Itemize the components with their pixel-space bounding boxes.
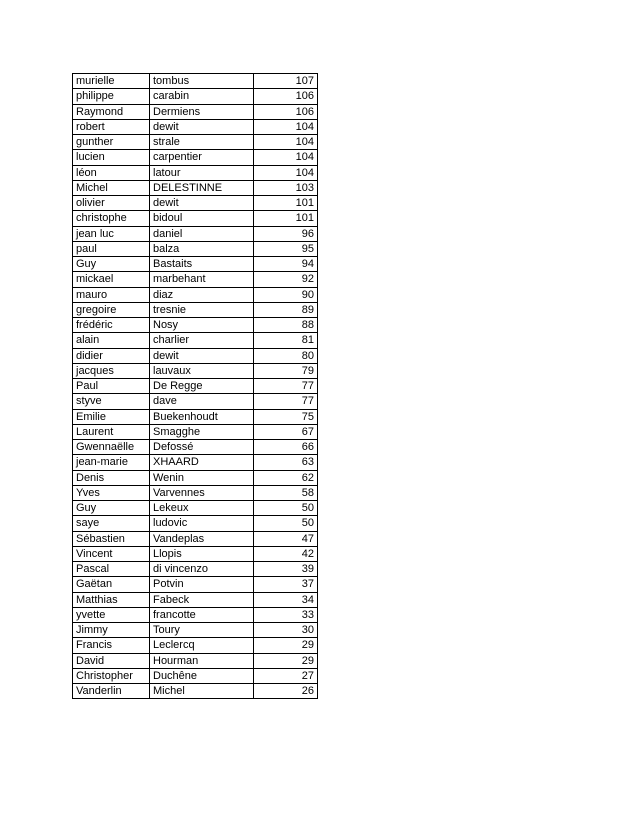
table-row [73,379,318,394]
first-name-cell: léon [73,165,150,180]
table-row [73,470,318,485]
score-cell: 42 [254,546,318,561]
last-name-cell: Toury [150,623,254,638]
table-row [73,668,318,683]
last-name-cell: carpentier [150,150,254,165]
last-name-cell: Llopis [150,546,254,561]
first-name-cell: styve [73,394,150,409]
score-cell: 104 [254,135,318,150]
first-name-cell: jacques [73,363,150,378]
score-cell: 96 [254,226,318,241]
first-name-cell: Emilie [73,409,150,424]
table-row [73,89,318,104]
table-row [73,150,318,165]
table-row [73,440,318,455]
score-cell: 58 [254,485,318,500]
last-name-cell: Hourman [150,653,254,668]
first-name-cell: Vincent [73,546,150,561]
first-name-cell: Christopher [73,668,150,683]
first-name-cell: Yves [73,485,150,500]
table-row [73,119,318,134]
table-row [73,653,318,668]
score-cell: 106 [254,104,318,119]
score-cell: 88 [254,318,318,333]
table-row [73,394,318,409]
first-name-cell: didier [73,348,150,363]
table-row [73,211,318,226]
score-cell: 62 [254,470,318,485]
table-row [73,287,318,302]
first-name-cell: yvette [73,607,150,622]
first-name-cell: gunther [73,135,150,150]
table-row [73,455,318,470]
first-name-cell: Denis [73,470,150,485]
table-row [73,241,318,256]
score-cell: 90 [254,287,318,302]
score-cell: 77 [254,394,318,409]
last-name-cell: De Regge [150,379,254,394]
table-row [73,226,318,241]
score-cell: 47 [254,531,318,546]
table-row [73,562,318,577]
table-row [73,135,318,150]
first-name-cell: Laurent [73,424,150,439]
first-name-cell: Michel [73,180,150,195]
last-name-cell: Fabeck [150,592,254,607]
table-row [73,180,318,195]
last-name-cell: Duchêne [150,668,254,683]
last-name-cell: Nosy [150,318,254,333]
last-name-cell: tombus [150,74,254,89]
score-cell: 77 [254,379,318,394]
table-row [73,592,318,607]
score-cell: 63 [254,455,318,470]
last-name-cell: Michel [150,684,254,699]
last-name-cell: bidoul [150,211,254,226]
table-row [73,546,318,561]
first-name-cell: jean luc [73,226,150,241]
score-cell: 80 [254,348,318,363]
table-row [73,363,318,378]
last-name-cell: daniel [150,226,254,241]
last-name-cell: diaz [150,287,254,302]
table-row [73,302,318,317]
table-row [73,638,318,653]
table-row [73,196,318,211]
first-name-cell: Vanderlin [73,684,150,699]
table-row [73,74,318,89]
score-cell: 101 [254,211,318,226]
last-name-cell: charlier [150,333,254,348]
score-cell: 101 [254,196,318,211]
first-name-cell: saye [73,516,150,531]
table-row [73,623,318,638]
score-cell: 37 [254,577,318,592]
last-name-cell: tresnie [150,302,254,317]
first-name-cell: Francis [73,638,150,653]
table-row [73,684,318,699]
first-name-cell: Gaëtan [73,577,150,592]
last-name-cell: Smagghe [150,424,254,439]
score-cell: 75 [254,409,318,424]
last-name-cell: lauvaux [150,363,254,378]
table-row [73,165,318,180]
first-name-cell: philippe [73,89,150,104]
last-name-cell: carabin [150,89,254,104]
score-cell: 81 [254,333,318,348]
table-row [73,424,318,439]
last-name-cell: Buekenhoudt [150,409,254,424]
scores-table [72,73,318,699]
last-name-cell: balza [150,241,254,256]
last-name-cell: strale [150,135,254,150]
first-name-cell: olivier [73,196,150,211]
table-row [73,333,318,348]
last-name-cell: marbehant [150,272,254,287]
table-row [73,531,318,546]
table-row [73,409,318,424]
last-name-cell: Vandeplas [150,531,254,546]
first-name-cell: jean-marie [73,455,150,470]
last-name-cell: dewit [150,348,254,363]
score-cell: 50 [254,516,318,531]
table-row [73,516,318,531]
last-name-cell: Wenin [150,470,254,485]
score-cell: 104 [254,119,318,134]
table-row [73,501,318,516]
score-cell: 39 [254,562,318,577]
last-name-cell: Bastaits [150,257,254,272]
score-cell: 33 [254,607,318,622]
table-row [73,485,318,500]
first-name-cell: David [73,653,150,668]
table-row [73,607,318,622]
score-cell: 79 [254,363,318,378]
table-row [73,348,318,363]
table-row [73,257,318,272]
last-name-cell: ludovic [150,516,254,531]
first-name-cell: alain [73,333,150,348]
last-name-cell: Varvennes [150,485,254,500]
last-name-cell: dewit [150,119,254,134]
first-name-cell: Guy [73,501,150,516]
score-cell: 29 [254,638,318,653]
score-cell: 103 [254,180,318,195]
last-name-cell: dewit [150,196,254,211]
first-name-cell: gregoire [73,302,150,317]
score-cell: 66 [254,440,318,455]
score-cell: 34 [254,592,318,607]
table-row [73,318,318,333]
first-name-cell: mickael [73,272,150,287]
last-name-cell: Lekeux [150,501,254,516]
score-cell: 104 [254,150,318,165]
last-name-cell: Potvin [150,577,254,592]
first-name-cell: Guy [73,257,150,272]
first-name-cell: christophe [73,211,150,226]
score-cell: 106 [254,89,318,104]
score-cell: 67 [254,424,318,439]
score-cell: 30 [254,623,318,638]
first-name-cell: paul [73,241,150,256]
last-name-cell: XHAARD [150,455,254,470]
first-name-cell: Gwennaëlle [73,440,150,455]
first-name-cell: Sébastien [73,531,150,546]
last-name-cell: di vincenzo [150,562,254,577]
first-name-cell: Matthias [73,592,150,607]
first-name-cell: murielle [73,74,150,89]
score-cell: 94 [254,257,318,272]
first-name-cell: frédéric [73,318,150,333]
table-row [73,104,318,119]
score-cell: 27 [254,668,318,683]
score-cell: 107 [254,74,318,89]
first-name-cell: Paul [73,379,150,394]
score-cell: 50 [254,501,318,516]
score-cell: 29 [254,653,318,668]
first-name-cell: Jimmy [73,623,150,638]
last-name-cell: latour [150,165,254,180]
score-cell: 95 [254,241,318,256]
last-name-cell: DELESTINNE [150,180,254,195]
last-name-cell: Dermiens [150,104,254,119]
table-row [73,577,318,592]
last-name-cell: dave [150,394,254,409]
score-cell: 89 [254,302,318,317]
last-name-cell: Leclercq [150,638,254,653]
first-name-cell: Raymond [73,104,150,119]
first-name-cell: mauro [73,287,150,302]
first-name-cell: Pascal [73,562,150,577]
score-cell: 104 [254,165,318,180]
first-name-cell: lucien [73,150,150,165]
scores-table-body [73,74,318,699]
last-name-cell: francotte [150,607,254,622]
table-row [73,272,318,287]
score-cell: 92 [254,272,318,287]
last-name-cell: Defossé [150,440,254,455]
first-name-cell: robert [73,119,150,134]
score-cell: 26 [254,684,318,699]
